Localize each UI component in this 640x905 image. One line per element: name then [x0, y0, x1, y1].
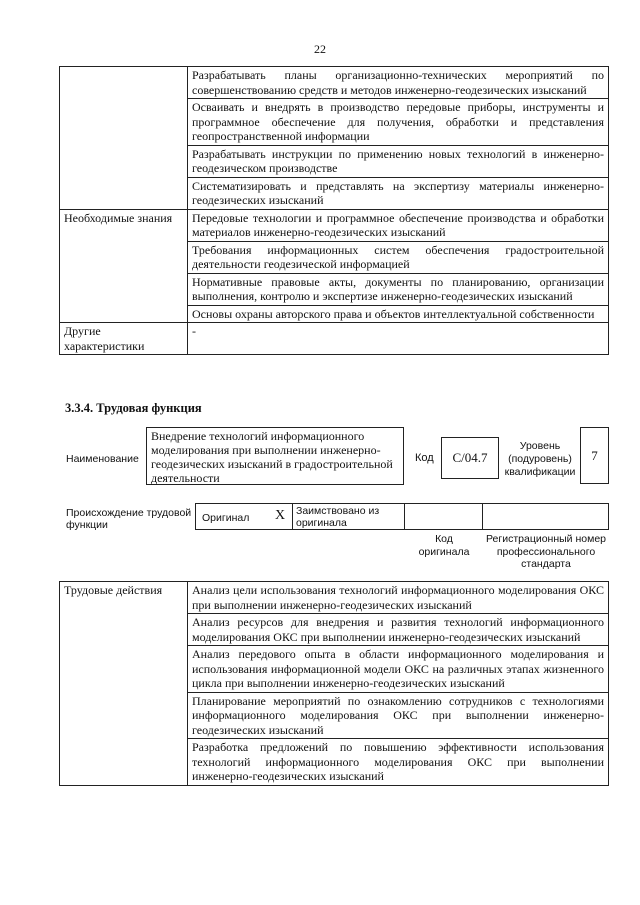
table-row — [60, 67, 609, 99]
table-cell: Передовые технологии и программное обеспечение производства и обработки материалов инженерно-геодезических изысканий — [188, 209, 609, 241]
table-cell: Анализ ресурсов для внедрения и развития технологий информационного моделирования ОКС при выполнении инженерно-геодезических изысканий — [188, 614, 609, 646]
labor-actions-table — [59, 581, 609, 786]
table-cell: Систематизировать и представлять на экспертизу материалы инженерно-геодезических изысканий — [188, 177, 609, 209]
code-original-caption: Код оригинала — [418, 533, 470, 558]
table-cell: - — [188, 323, 609, 355]
page-number: 22 — [314, 42, 326, 56]
table-cell: Разрабатывать инструкции по применению новых технологий в инженерно-геодезическом производстве — [188, 145, 609, 177]
borrowed-label: Заимствовано из оригинала — [296, 505, 380, 529]
original-label: Оригинал — [202, 512, 250, 524]
reg-number-caption: Регистрационный номер профессионального стандарта — [486, 533, 606, 570]
table-cell: Анализ цели использования технологий информационного моделирования ОКС при выполнении инженерно-геодезических изысканий — [188, 582, 609, 614]
table-cell: Требования информационных систем обеспечения градостроительной деятельности геодезической информацией — [188, 241, 609, 273]
level-value: 7 — [580, 427, 609, 484]
row-label: Другие характеристики — [60, 323, 188, 355]
original-mark: X — [275, 508, 286, 523]
function-name: Внедрение технологий информационного моделирования при выполнении инженерно-геодезических изысканий в градостроительной деятельности — [146, 427, 404, 485]
section-heading: 3.3.4. Трудовая функция — [65, 401, 202, 415]
table-row — [60, 582, 609, 614]
table-cell: Анализ передового опыта в области информационного моделирования и использования информационной модели ОКС на различных этапах жизненного цикла при выполнении инженерно-геодезических изысканий — [188, 646, 609, 693]
table-cell: Основы охраны авторского права и объектов интеллектуальной собственности — [188, 305, 609, 323]
table-cell: Планирование мероприятий по ознакомлению сотрудников с технологиями информационного моделирования ОКС при выполнении инженерно-геодезических изысканий — [188, 692, 609, 739]
level-label: Уровень (подуровень) квалификации — [504, 440, 576, 478]
code-label: Код — [415, 452, 434, 464]
code-value: С/04.7 — [441, 437, 499, 479]
row-label: Трудовые действия — [60, 582, 188, 786]
divider — [292, 503, 293, 530]
divider — [404, 503, 405, 530]
table-cell: Разработка предложений по повышению эффективности использования технологий информационного моделирования ОКС при выполнении инженерно-геодезических изысканий — [188, 739, 609, 786]
table-row — [60, 323, 609, 355]
origin-label: Происхождение трудовой функции — [66, 507, 192, 531]
table-cell: Разрабатывать планы организационно-технических мероприятий по совершенствованию средств и методов инженерно-геодезических изысканий — [188, 67, 609, 99]
table-cell: Нормативные правовые акты, документы по планированию, организации выполнения, контролю и экспертизе инженерно-геодезических изысканий — [188, 273, 609, 305]
name-label: Наименование — [66, 453, 139, 465]
divider — [482, 503, 483, 530]
table-cell: Осваивать и внедрять в производство передовые приборы, инструменты и программное обеспечение для получения, обработки и представления геопространственной информации — [188, 99, 609, 146]
row-label — [60, 67, 188, 210]
table-row — [60, 209, 609, 241]
skills-knowledge-table — [59, 66, 609, 355]
row-label: Необходимые знания — [60, 209, 188, 323]
